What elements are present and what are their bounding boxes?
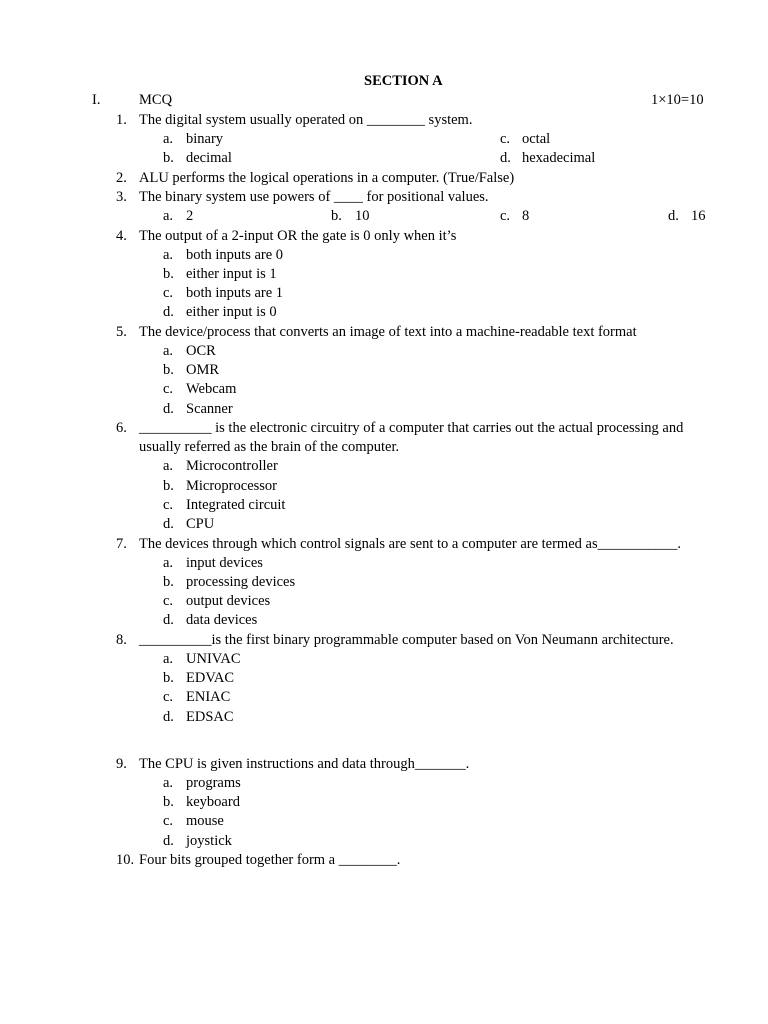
option-letter: b. (331, 208, 342, 224)
option-text: both inputs are 1 (186, 285, 284, 301)
option-text: decimal (186, 150, 232, 166)
question-text: The binary system use powers of ____ for positional values. (139, 189, 489, 205)
option-text: Scanner (186, 401, 233, 417)
option-text: output devices (186, 593, 271, 609)
option-letter: c. (163, 813, 174, 829)
question-number: 7. (116, 536, 127, 552)
question-number: 3. (116, 189, 127, 205)
question-number: 2. (116, 170, 127, 186)
question-text: The CPU is given instructions and data through_______. (139, 756, 470, 772)
option-letter: c. (163, 381, 174, 397)
option-text: programs (186, 775, 241, 791)
part-number: I. (92, 92, 101, 108)
option-letter: b. (163, 478, 174, 494)
option-text: either input is 1 (186, 266, 277, 282)
option-text: mouse (186, 813, 224, 829)
option-letter: a. (163, 131, 174, 147)
question-number: 1. (116, 112, 127, 128)
option-letter: b. (163, 794, 174, 810)
option-letter: a. (163, 458, 174, 474)
question-text: Four bits grouped together form a ________. (139, 852, 401, 868)
question-text: The output of a 2-input OR the gate is 0 only when it’s (139, 228, 457, 244)
option-letter: b. (163, 574, 174, 590)
option-text: both inputs are 0 (186, 247, 284, 263)
option-text: processing devices (186, 574, 296, 590)
option-letter: c. (500, 208, 511, 224)
option-text: hexadecimal (522, 150, 596, 166)
option-letter: a. (163, 247, 174, 263)
option-letter: c. (500, 131, 511, 147)
option-text: 2 (186, 208, 194, 224)
option-text: ENIAC (186, 689, 231, 705)
question-text: The devices through which control signals are sent to a computer are termed as___________. (139, 536, 681, 552)
option-text: keyboard (186, 794, 240, 810)
option-text: 16 (691, 208, 706, 224)
option-letter: a. (163, 651, 174, 667)
option-text: Webcam (186, 381, 237, 397)
section-title: SECTION A (364, 73, 443, 89)
option-letter: d. (163, 401, 174, 417)
option-text: either input is 0 (186, 304, 277, 320)
option-letter: d. (668, 208, 679, 224)
option-text: Microprocessor (186, 478, 278, 494)
option-text: OCR (186, 343, 216, 359)
option-text: EDSAC (186, 709, 234, 725)
option-letter: c. (163, 497, 174, 513)
part-label: MCQ (139, 92, 173, 108)
option-text: Microcontroller (186, 458, 278, 474)
option-letter: c. (163, 593, 174, 609)
option-text: octal (522, 131, 551, 147)
question-text: __________is the first binary programmable computer based on Von Neumann architecture. (139, 632, 674, 648)
question-number: 9. (116, 756, 127, 772)
option-letter: a. (163, 555, 174, 571)
option-text: joystick (186, 833, 232, 849)
option-letter: b. (163, 670, 174, 686)
question-text-continued: usually referred as the brain of the computer. (139, 439, 400, 455)
question-number: 10. (116, 852, 135, 868)
option-text: CPU (186, 516, 215, 532)
question-text: ALU performs the logical operations in a computer. (True/False) (139, 170, 515, 186)
question-number: 4. (116, 228, 127, 244)
option-text: EDVAC (186, 670, 235, 686)
option-letter: b. (163, 266, 174, 282)
option-letter: d. (163, 612, 174, 628)
option-text: input devices (186, 555, 263, 571)
option-letter: a. (163, 343, 174, 359)
option-letter: b. (163, 150, 174, 166)
option-text: UNIVAC (186, 651, 241, 667)
option-text: binary (186, 131, 224, 147)
question-number: 6. (116, 420, 127, 436)
marks-scheme: 1×10=10 (651, 92, 704, 108)
option-letter: c. (163, 285, 174, 301)
question-number: 8. (116, 632, 127, 648)
option-letter: d. (163, 304, 174, 320)
question-text: The device/process that converts an image of text into a machine-readable text format (139, 324, 637, 340)
option-letter: d. (500, 150, 511, 166)
option-text: 10 (355, 208, 370, 224)
option-letter: d. (163, 709, 174, 725)
question-text: The digital system usually operated on ________ system. (139, 112, 473, 128)
option-letter: d. (163, 516, 174, 532)
option-letter: c. (163, 689, 174, 705)
question-text: __________ is the electronic circuitry of a computer that carries out the actual processing and (139, 420, 684, 436)
option-letter: a. (163, 775, 174, 791)
option-letter: d. (163, 833, 174, 849)
option-text: Integrated circuit (186, 497, 286, 513)
option-text: data devices (186, 612, 258, 628)
option-letter: a. (163, 208, 174, 224)
option-text: 8 (522, 208, 530, 224)
option-text: OMR (186, 362, 220, 378)
question-number: 5. (116, 324, 127, 340)
option-letter: b. (163, 362, 174, 378)
